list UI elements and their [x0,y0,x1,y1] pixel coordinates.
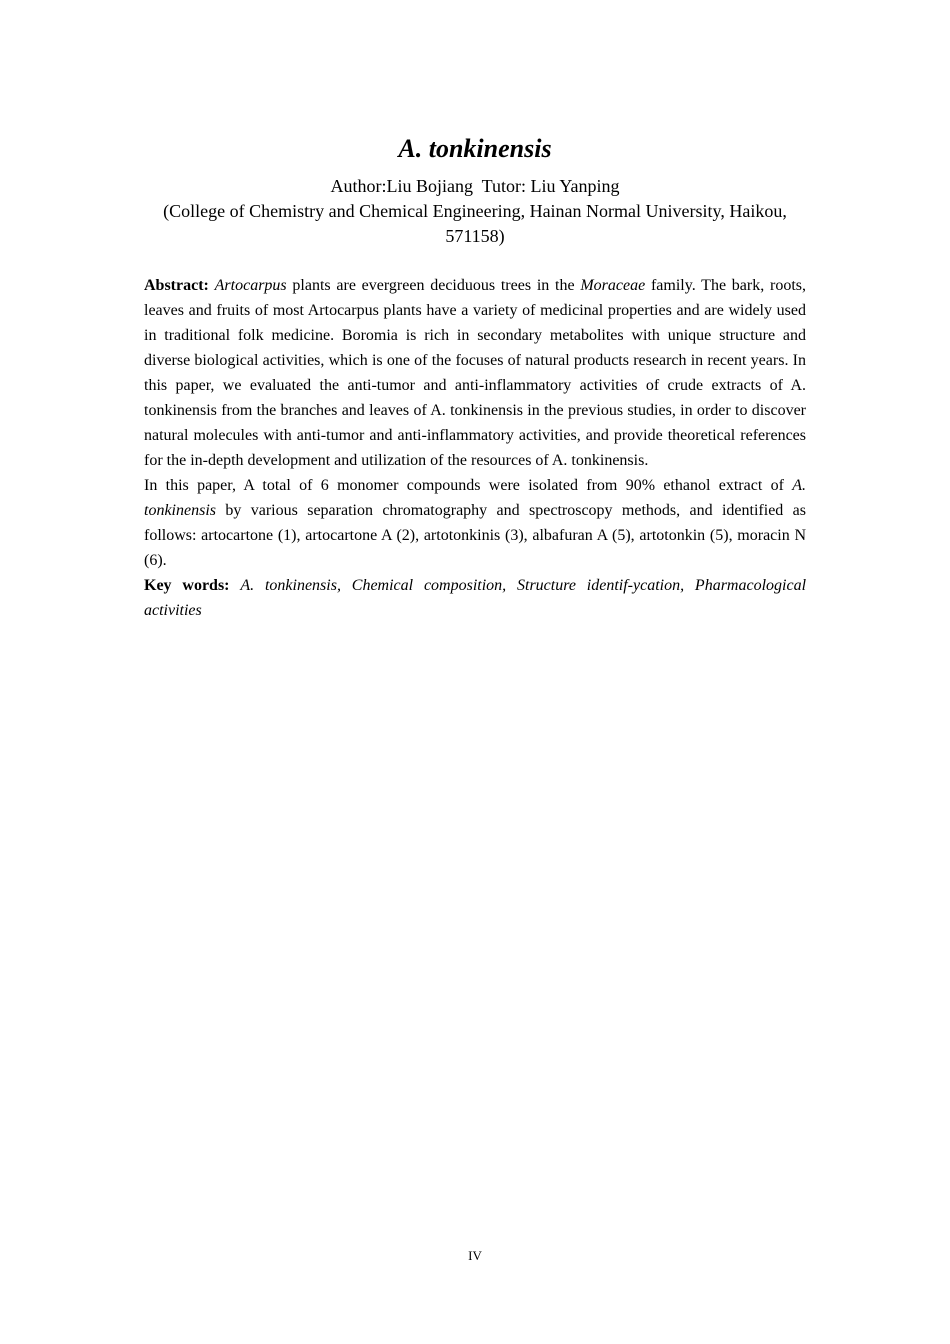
author-line: Author:Liu Bojiang Tutor: Liu Yanping [330,176,620,196]
abstract-text-2a: In this paper, A total of 6 monomer compounds were isolated from 90% ethanol extract of [144,477,793,494]
abstract-text-1d: family. The bark, roots, leaves and fruits of most Artocarpus plants have a variety of medicinal properties and are widely used in traditional folk medicine. Boromia is rich in secondary metabolites with unique structure and diverse biological activities, which is one of the focuses of natural products research in recent years. In this paper, we evaluated the anti-tumor and anti-inflammatory activities of crude extracts of A. tonkinensis from the branches and leaves of A. tonkinensis in the previous studies, in order to discover natural molecules with anti-tumor and anti-inflammatory activities, and provide theoretical references for the in-depth development and utilization of the resources of A. tonkinensis. [144,277,806,469]
abstract-paragraph-2 [144,473,806,573]
paper-title: A. tonkinensis [398,134,552,163]
keywords-paragraph [144,573,806,623]
abstract-section [144,273,806,623]
abstract-text-2c: by various separation chromatography and spectroscopy methods, and identified as follows: artocartone (1), artocartone A (2), artotonkinis (3), albafuran A (5), artotonkin (5), moracin N (6). [144,502,806,569]
abstract-paragraph-1 [144,273,806,473]
keywords-label: Key words: [144,577,230,594]
abstract-species-term: A. tonkinensis [144,477,806,519]
page-number: IV [468,1248,482,1263]
affiliation: (College of Chemistry and Chemical Engineering, Hainan Normal University, Haikou, 571158) [163,201,787,246]
abstract-text-1b: plants are evergreen deciduous trees in the [286,277,581,294]
abstract-genus-term: Artocarpus [214,277,287,294]
keywords-text: A. tonkinensis, Chemical composition, Structure identif-ycation, Pharmacological activities [144,577,807,619]
abstract-label: Abstract: [144,277,209,294]
abstract-family-term: Moraceae [580,277,646,294]
